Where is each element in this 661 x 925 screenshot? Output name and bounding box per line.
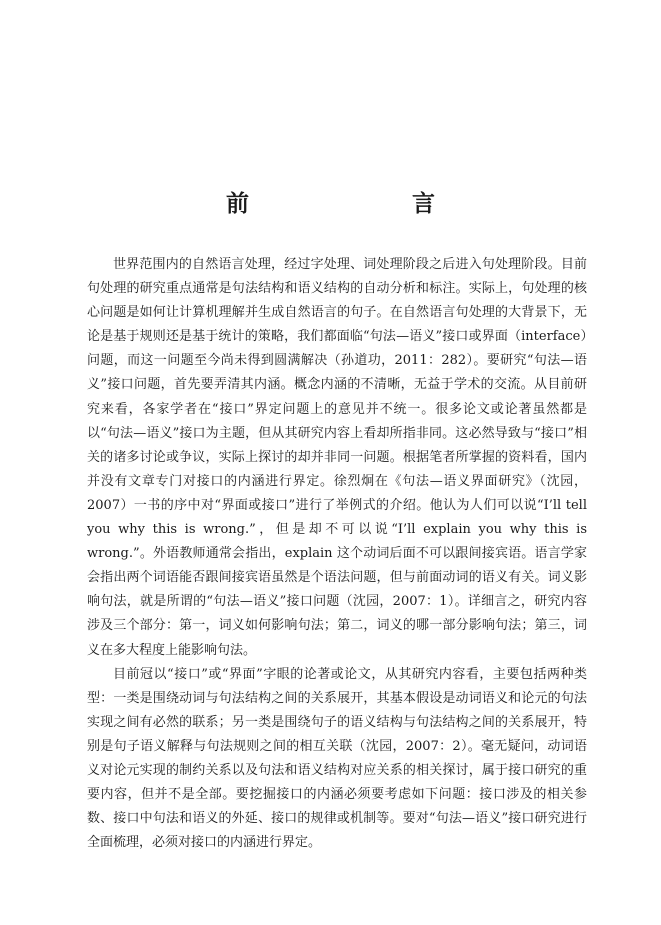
paragraph-2: 目前冠以“接口”或“界面”字眼的论著或论文，从其研究内容看，主要包括两种类型：一类是围绕动词与句法结构之间的关系展开，其基本假设是动词语义和论元的句法实现之间有必然的联系；另一类是围绕句子的语义结构与句法结构之间的关系展开，特别是句子语义解释与句法规则之间的相互关联（沈园，2007：2）。毫无疑问，动词语义对论元实现的制约关系以及句法和语义结构对应关系的相关探讨，属于接口研究的重要内容，但并不是全部。要挖掘接口的内涵必须要考虑如下问题：接口涉及的相关参数、接口中句法和语义的外延、接口的规律或机制等。要对“句法—语义”接口研究进行全面梳理，必须对接口的内涵进行界定。 bbox=[87, 666, 587, 851]
paragraph-1: 世界范围内的自然语言处理，经过字处理、词处理阶段之后进入句处理阶段。目前句处理的研究重点通常是句法结构和语义结构的自动分析和标注。实际上，句处理的核心问题是如何让计算机理解并生成自然语言的句子。在自然语言句处理的大背景下，无论是基于规则还是基于统计的策略，我们都面临“句法—语义”接口或界面（interface）问题，而这一问题至今尚未得到圆满解决（孙道功，2011：282）。要研究“句法—语义”接口问题，首先要弄清其内涵。概念内涵的不清晰，无益于学术的交流。从目前研究来看，各家学者在“接口”界定问题上的意见并不统一。很多论文或论著虽然都是以“句法—语义”接口为主题，但从其研究内容上看却所指非同。这必然导致与“接口”相关的诸多讨论或争议，实际上探讨的却并非同一问题。根据笔者所掌握的资料看，国内并没有文章专门对接口的内涵进行界定。徐烈炯在《句法—语义界面研究》（沈园，2007）一书的序中对“界面或接口”进行了举例式的介绍。他认为人们可以说“I’ll tell you why this is wrong.”，但是却不可以说“I’ll explain you why this is wrong.”。外语教师通常会指出，explain 这个动词后面不可以跟间接宾语。语言学家会指出两个词语能否跟间接宾语虽然是个语法问题，但与前面动词的语义有关。词义影响句法，就是所谓的“句法—语义”接口问题（沈园，2007：1）。详细言之，研究内容涉及三个部分：第一，词义如何影响句法；第二，词义的哪一部分影响句法；第三，词义在多大程度上能影响句法。 bbox=[87, 257, 587, 658]
body-text bbox=[87, 253, 587, 855]
page-title: 前 言 bbox=[226, 190, 505, 217]
